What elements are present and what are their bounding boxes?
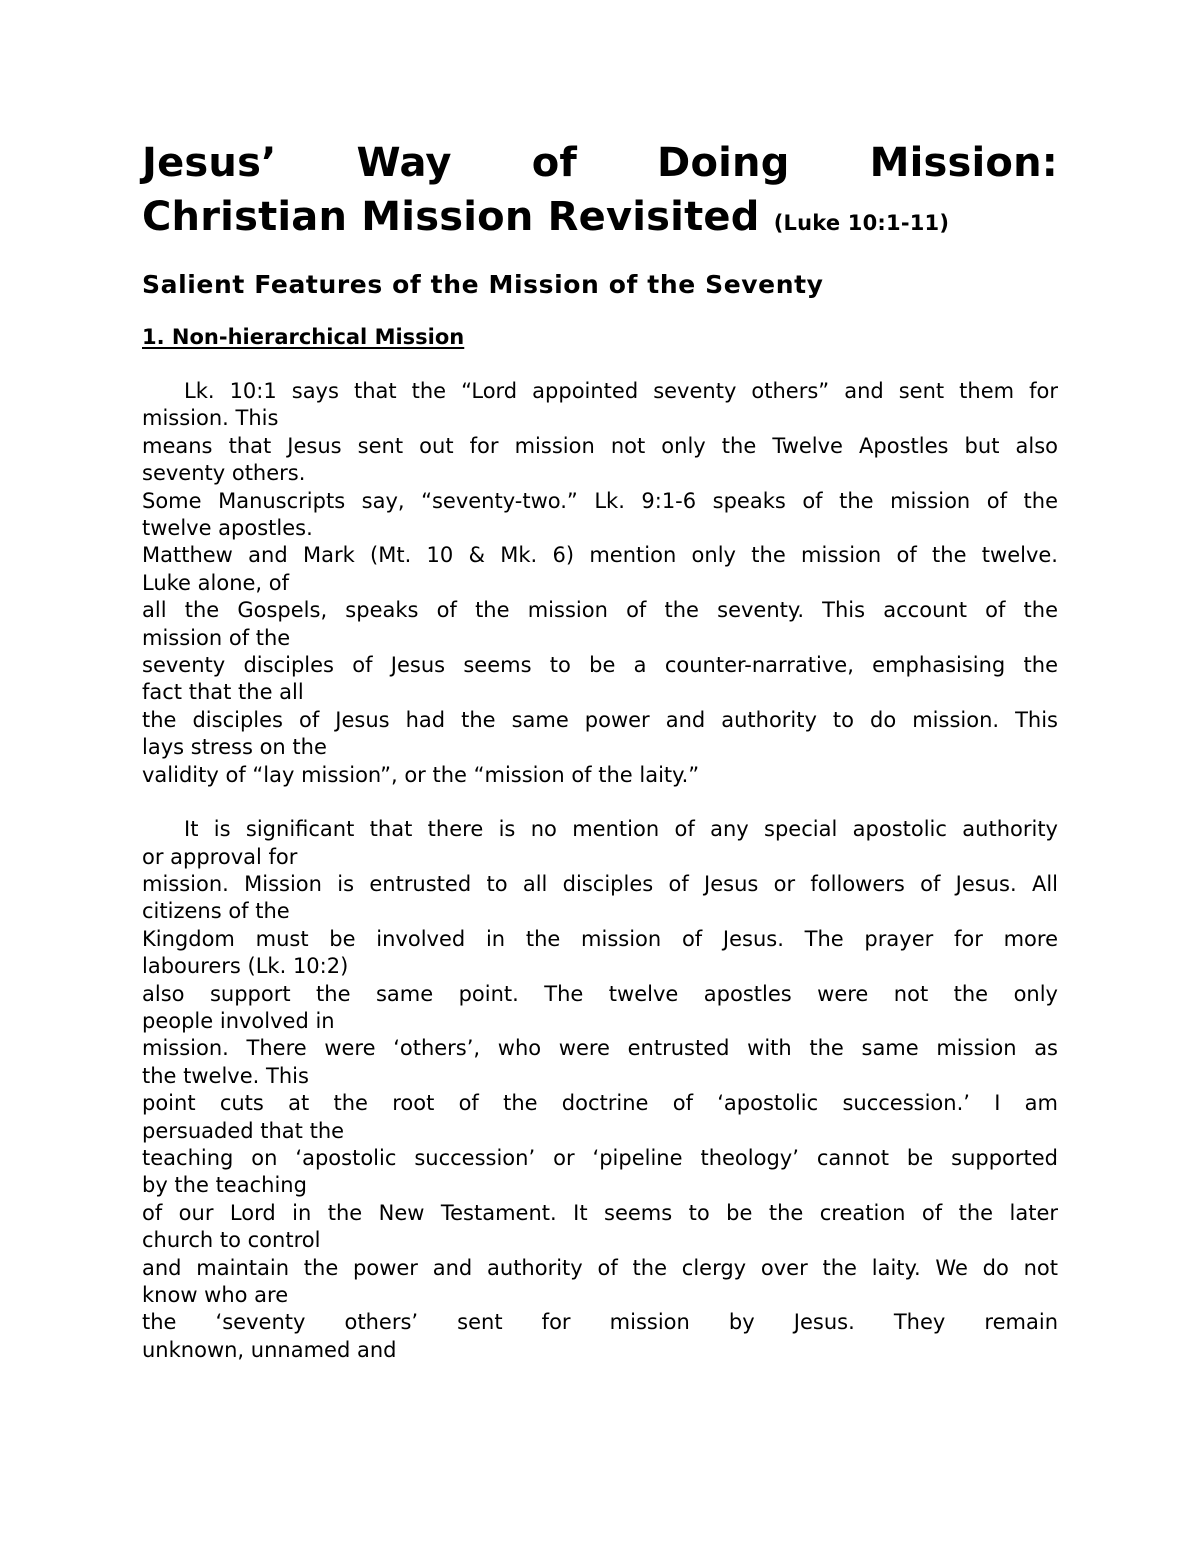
document-page: [142, 136, 1058, 1364]
text-line: or approval for: [142, 844, 298, 869]
text-line: twelve apostles.: [142, 516, 313, 541]
text-line: Matthew and Mark (Mt. 10 & Mk. 6) mention only the mission of the twelve.: [142, 543, 1058, 568]
text-line: teaching on ‘apostolic succession’ or ‘pipeline theology’ cannot be supported: [142, 1145, 1058, 1170]
text-line: the twelve. This: [142, 1063, 309, 1088]
text-line: also support the same point. The twelve apostles were not the only: [142, 981, 1058, 1006]
text-line: people involved in: [142, 1008, 335, 1033]
paragraph-1-text: [142, 378, 1058, 789]
text-line: by the teaching: [142, 1173, 307, 1198]
title-line-2: Christian Mission Revisited: [142, 194, 760, 240]
text-line: and maintain the power and authority of the clergy over the laity. We do not: [142, 1255, 1058, 1280]
text-line: labourers (Lk. 10:2): [142, 954, 349, 979]
text-line: of our Lord in the New Testament. It seems to be the creation of the later: [142, 1200, 1058, 1225]
text-line: point cuts at the root of the doctrine of ‘apostolic succession.’ I am: [142, 1091, 1058, 1116]
paragraph-2-text: [142, 816, 1058, 1364]
text-line: Lk. 10:1 says that the “Lord appointed seventy others” and sent them for: [184, 379, 1058, 403]
text-line: Some Manuscripts say, “seventy-two.” Lk. 9:1-6 speaks of the mission of the: [142, 488, 1058, 513]
text-line: the disciples of Jesus had the same power and authority to do mission. This: [142, 707, 1058, 732]
text-line: mission. Mission is entrusted to all disciples of Jesus or followers of Jesus. All: [142, 871, 1058, 896]
text-line: Luke alone, of: [142, 570, 290, 595]
text-line: the ‘seventy others’ sent for mission by Jesus. They remain: [142, 1310, 1058, 1335]
text-line: Kingdom must be involved in the mission of Jesus. The prayer for more: [142, 926, 1058, 951]
text-line: know who are: [142, 1283, 289, 1307]
text-line: validity of “lay mission”, or the “mission of the laity.”: [142, 762, 700, 787]
title-line-1: Jesus’ Way of Doing Mission:: [142, 140, 1058, 186]
text-line: mission of the: [142, 625, 291, 650]
text-line: seventy disciples of Jesus seems to be a counter-narrative, emphasising the: [142, 653, 1058, 678]
paragraph-2: [142, 816, 1058, 1364]
title-scripture-reference: (Luke 10:1-11): [773, 211, 950, 235]
text-line: citizens of the: [142, 899, 290, 924]
text-line: all the Gospels, speaks of the mission of the seventy. This account of the: [142, 598, 1058, 623]
text-line: means that Jesus sent out for mission not only the Twelve Apostles but also: [142, 433, 1058, 458]
text-line: persuaded that the: [142, 1118, 345, 1143]
text-line: fact that the all: [142, 680, 304, 705]
document-title: [142, 136, 1058, 250]
text-line: mission. This: [142, 406, 279, 431]
text-line: unknown, unnamed and: [142, 1337, 397, 1362]
text-line: church to control: [142, 1228, 321, 1253]
text-line: lays stress on the: [142, 735, 327, 760]
text-line: seventy others.: [142, 461, 306, 486]
paragraph-1: [142, 378, 1058, 789]
section-heading-non-hierarchical: 1. Non-hierarchical Mission: [142, 325, 465, 349]
text-line: mission. There were ‘others’, who were entrusted with the same mission as: [142, 1036, 1058, 1061]
text-line: It is significant that there is no mention of any special apostolic authority: [184, 817, 1058, 842]
document-subtitle: Salient Features of the Mission of the Seventy: [142, 270, 824, 299]
